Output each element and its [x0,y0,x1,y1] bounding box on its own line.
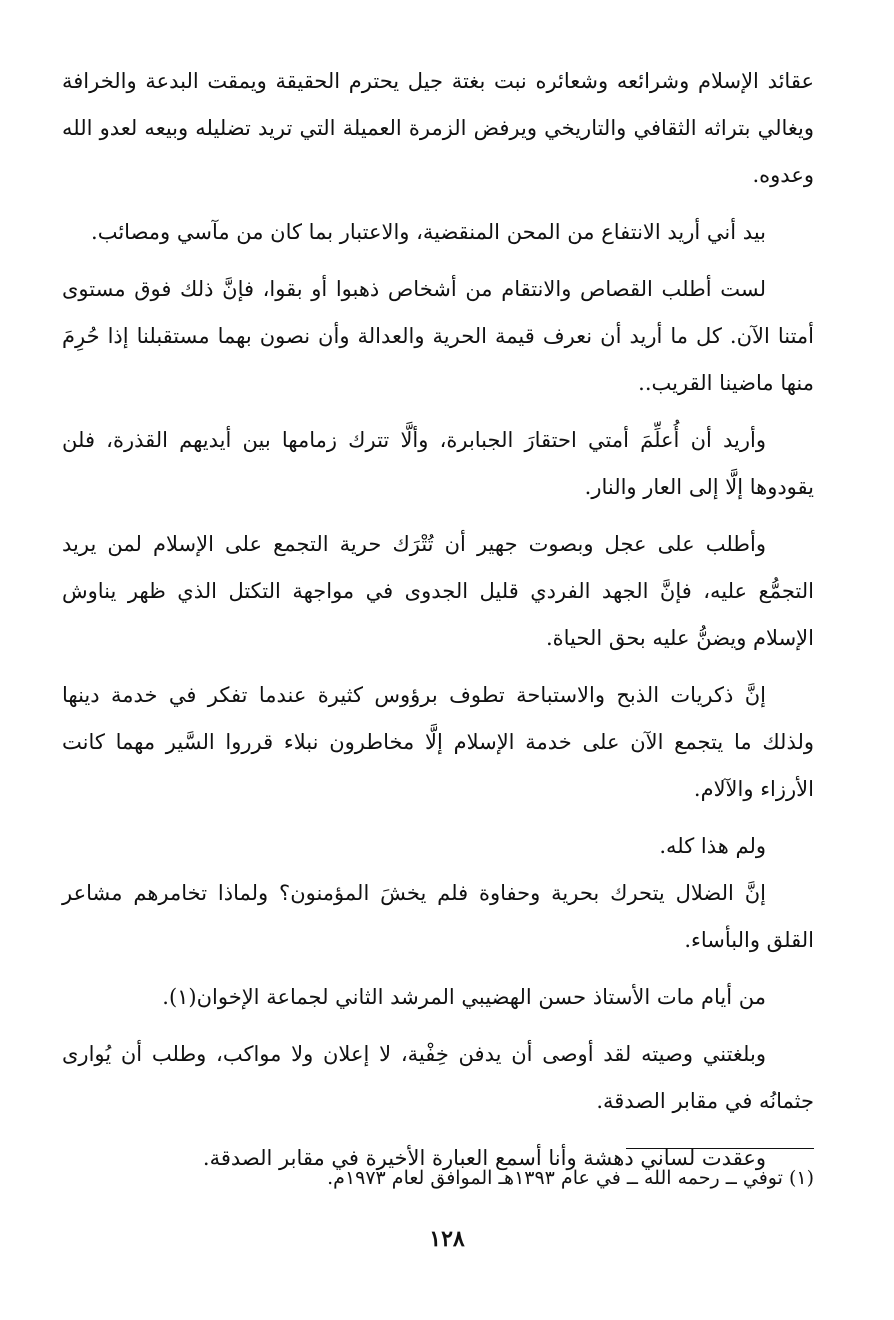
page-number: ١٢٨ [429,1226,465,1252]
footnote-divider [626,1148,814,1149]
paragraph-7: ولم هذا كله. [659,834,766,858]
paragraph-11: وعقدت لساني دهشة وأنا أسمع العبارة الأخيرة في مقابر الصدقة. [202,1146,766,1170]
footnote: (١) توفي ــ رحمه الله ــ في عام ١٣٩٣هـ الموافق لعام ١٩٧٣م. [327,1167,814,1189]
paragraph-4: وأريد أن أُعلِّمَ أمتي احتقارَ الجبابرة، وألَّا تترك زمامها بين أيديهم القذرة، فلن يقودوها إلَّا إلى العار والنار. [62,428,814,499]
paragraph-2: بيد أني أريد الانتفاع من المحن المنقضية، والاعتبار بما كان من مآسي ومصائب. [91,220,766,244]
paragraph-1: عقائد الإسلام وشرائعه وشعائره نبت بغتة جيل يحترم الحقيقة ويمقت البدعة والخرافة ويغالي بتراثه الثقافي والتاريخي ويرفض الزمرة العميلة التي تريد تضليله وبيعه لعدو الله وعدوه. [62,69,814,187]
paragraph-3: لست أطلب القصاص والانتقام من أشخاص ذهبوا أو بقوا، فإنَّ ذلك فوق مستوى أمتنا الآن. كل ما أريد أن نعرف قيمة الحرية والعدالة وأن نصون بهما مستقبلنا إذا حُرِمَ منها ماضينا القريب.. [62,277,814,395]
paragraph-10: وبلغتني وصيته لقد أوصى أن يدفن خِفْية، لا إعلان ولا مواكب، وطلب أن يُوارى جثمانُه في مقابر الصدقة. [62,1042,814,1113]
paragraph-8: إنَّ الضلال يتحرك بحرية وحفاوة فلم يخشَ المؤمنون؟ ولماذا تخامرهم مشاعر القلق والبأساء. [62,881,814,952]
paragraph-9: من أيام مات الأستاذ حسن الهضيبي المرشد الثاني لجماعة الإخوان(١). [162,985,766,1009]
paragraph-5: وأطلب على عجل وبصوت جهير أن تُتْرَك حرية التجمع على الإسلام لمن يريد التجمُّع عليه، فإنَّ الجهد الفردي قليل الجدوى في مواجهة التكتل الذي ظهر يناوش الإسلام ويضنُّ عليه بحق الحياة. [62,532,814,650]
paragraph-6: إنَّ ذكريات الذبح والاستباحة تطوف برؤوس كثيرة عندما تفكر في خدمة دينها ولذلك ما يتجمع الآن على خدمة الإسلام إلَّا مخاطرون نبلاء قرروا السَّير مهما كانت الأرزاء والآلام. [62,683,815,801]
body-text [62,58,814,1192]
